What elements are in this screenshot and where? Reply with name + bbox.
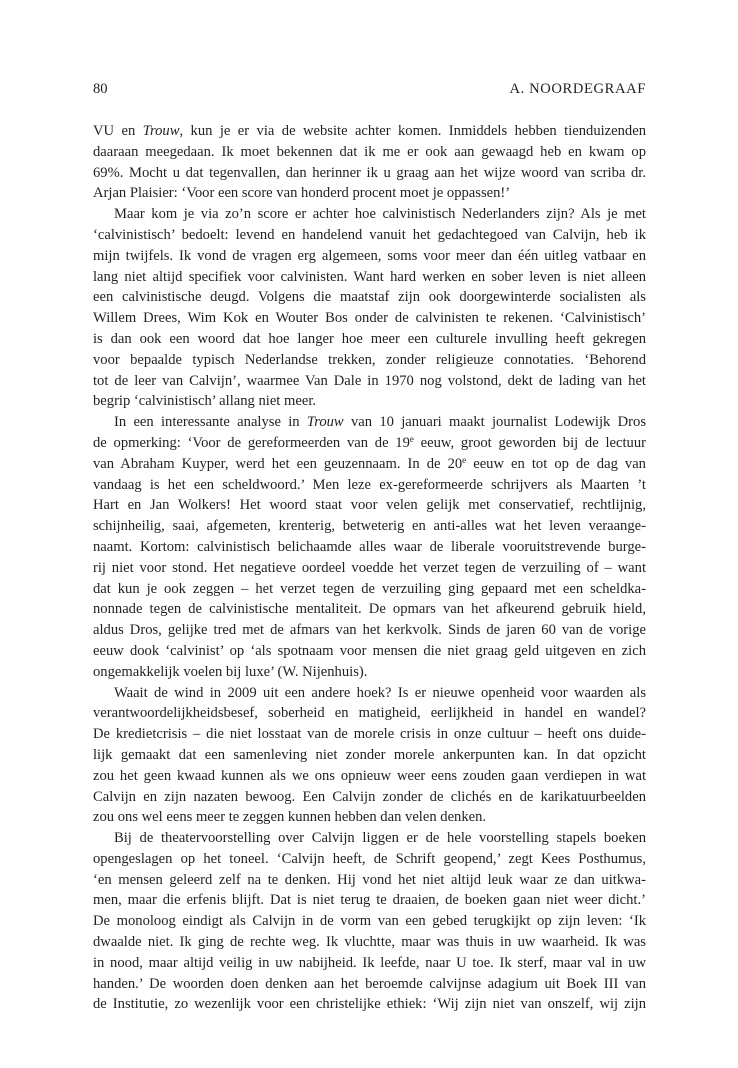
text-line: van Abraham Kuyper, werd het een geuzennaam. In de 20e eeuw en tot op de dag van xyxy=(93,454,646,472)
text-line: voor bepaalde typisch Nederlandse trekken, zonder religieuze connotaties. ‘Behorend xyxy=(93,351,646,368)
text-line: schijnheilig, saai, afgemeten, krenterig, betweterig en anti-alles wat het leven veraange- xyxy=(93,518,646,535)
text-line: lang niet altijd specifiek voor calvinisten. Want hard werken en sober leven is niet alleen xyxy=(93,268,646,285)
superscript: e xyxy=(409,433,414,444)
page-number: 80 xyxy=(93,81,108,97)
text-line: 69%. Mocht u dat tegenvallen, dan herinner ik u graag aan het wijze woord van scriba dr. xyxy=(93,164,646,181)
text-line: zou het geen kwaad kunnen als we ons opnieuw weer eens zouden gaan verdiepen in wat xyxy=(93,767,646,784)
text-line: vandaag is het een scheldwoord.’ Men leze ex-gereformeerde schrijvers als Maarten ’t xyxy=(93,476,646,493)
text-line: Calvijn en zijn nazaten bewoog. Een Calvijn zonder de clichés en de karikatuurbeelden xyxy=(93,788,646,805)
text-line: tot de leer van Calvijn’, waarmee Van Dale in 1970 nog volstond, dekt de lading van het xyxy=(93,372,646,389)
italic-title: Trouw xyxy=(142,123,180,139)
text-line: Maar kom je via zo’n score er achter hoe calvinistisch Nederlanders zijn? Als je met xyxy=(114,206,646,223)
text-line: handen.’ De woorden doen denken aan het beroemde calvijnse adagium uit Boek III van xyxy=(93,975,646,992)
text-line: is dan ook een woord dat hoe langer hoe meer een culturele invulling heeft gekregen xyxy=(93,330,646,347)
text-line: ‘en mensen geleerd zelf na te denken. Hij vond het niet altijd leuk waar ze dan uitkwa- xyxy=(93,871,646,888)
text-line: ongemakkelijk voelen bij luxe’ (W. Nijenhuis). xyxy=(93,663,368,680)
text-line: verantwoordelijkheidsbesef, soberheid en matigheid, eerlijkheid in handel en wandel? xyxy=(93,705,646,722)
text-line: Bij de theatervoorstelling over Calvijn liggen er de hele voorstelling stapels boeken xyxy=(114,830,646,847)
text-line: in nood, maar altijd veilig in uw nabijheid. Ik leefde, naar U toe. Ik sterf, maar val in uw xyxy=(93,954,646,971)
text-line: De monoloog eindigt als Calvijn in de vorm van een gebed terugkijkt op zijn leven: ‘Ik xyxy=(93,913,646,930)
text-line: Arjan Plaisier: ‘Voor een score van honderd procent moet je oppassen!’ xyxy=(93,185,511,202)
text-line: VU en Trouw, kun je er via de website achter komen. Inmiddels hebben tienduizenden xyxy=(93,123,646,139)
text-line: aldus Dros, gelijke tred met de afmars van het kerkvolk. Sinds de jaren 60 van de vorige xyxy=(93,622,646,639)
paragraph xyxy=(93,121,646,204)
text-line: ‘calvinistisch’ bedoelt: levend en handelend vanuit het gedachtegoed van Calvijn, heb ik xyxy=(93,226,646,243)
paragraph xyxy=(93,683,646,829)
paragraph xyxy=(93,828,646,1015)
text-line: Waait de wind in 2009 uit een andere hoek? Is er nieuwe openheid voor waarden als xyxy=(114,684,646,701)
running-head-author: A. NOORDEGRAAF xyxy=(509,81,646,97)
text-line: rij niet voor stond. Het negatieve oordeel voedde het verzet tegen de verzuiling of – want xyxy=(93,559,646,576)
text-line: zou ons wel eens meer te zeggen kunnen hebben dan velen denken. xyxy=(93,809,487,826)
text-line: Hart en Jan Wolkers! Het woord staat voor velen gelijk met conservatief, rechtlijnig, xyxy=(93,497,646,514)
paragraph xyxy=(93,204,646,412)
text-line: In een interessante analyse in Trouw van 10 januari maakt journalist Lodewijk Dros xyxy=(114,414,647,431)
text-line: dwaalde niet. Ik ging de rechte weg. Ik vluchtte, maar was thuis in uw waarheid. Ik was xyxy=(93,934,646,951)
body-text xyxy=(93,121,646,1015)
text-line: men, maar die erfenis blijft. Dat is niet terug te draaien, de boeken gaan niet weer dicht.’ xyxy=(93,892,646,909)
text-line: nonnade tegen de calvinistische mentaliteit. De opmars van het afkeurend gebruik hield, xyxy=(93,601,646,618)
text-line: opengeslagen op het toneel. ‘Calvijn heeft, de Schrift geopend,’ zegt Kees Posthumus, xyxy=(93,850,646,867)
text-line: dat kun je ook zeggen – het verzet tegen de verzuiling ging gepaard met een scheldka- xyxy=(93,580,646,597)
text-line: begrip ‘calvinistisch’ allang niet meer. xyxy=(93,393,317,410)
running-head xyxy=(93,78,646,100)
text-line: Willem Drees, Wim Kok en Wouter Bos onder de calvinisten te rekenen. ‘Calvinistisch’ xyxy=(93,310,646,327)
text-line: De kredietcrisis – die niet losstaat van de morele crisis in onze cultuur – heeft ons duide- xyxy=(93,726,646,743)
text-line: mijn twijfels. Ik vond de vragen erg algemeen, soms voor meer dan één uitleg vatbaar en xyxy=(93,247,646,264)
text-line: daaraan meegedaan. Ik moet bekennen dat ik me er ook aan gewaagd heb en kwam op xyxy=(93,143,646,160)
text-line: eeuw dook ‘calvinist’ op ‘als spotnaam voor mensen die niet graag geld uitgeven en zich xyxy=(93,642,646,659)
text-line: de Institutie, zo wezenlijk voor een christelijke ethiek: ‘Wij zijn niet van onszelf, wij zijn xyxy=(93,996,646,1013)
text-line: de opmerking: ‘Voor de gereformeerden van de 19e eeuw, groot geworden bij de lectuur xyxy=(93,433,646,451)
text-line: naamt. Kortom: calvinistisch belichaamde alles waar de liberale vooruitstrevende burge- xyxy=(93,538,646,555)
text-line: lijk gemaakt dat een samenleving niet zonder morele ankerpunten kan. In dat opzicht xyxy=(93,746,646,763)
text-line: een calvinistische deugd. Volgens die maatstaf zijn ook doorgewinterde socialisten als xyxy=(93,289,646,306)
superscript: e xyxy=(462,454,467,465)
italic-title: Trouw xyxy=(306,414,344,431)
paragraph xyxy=(93,412,646,682)
